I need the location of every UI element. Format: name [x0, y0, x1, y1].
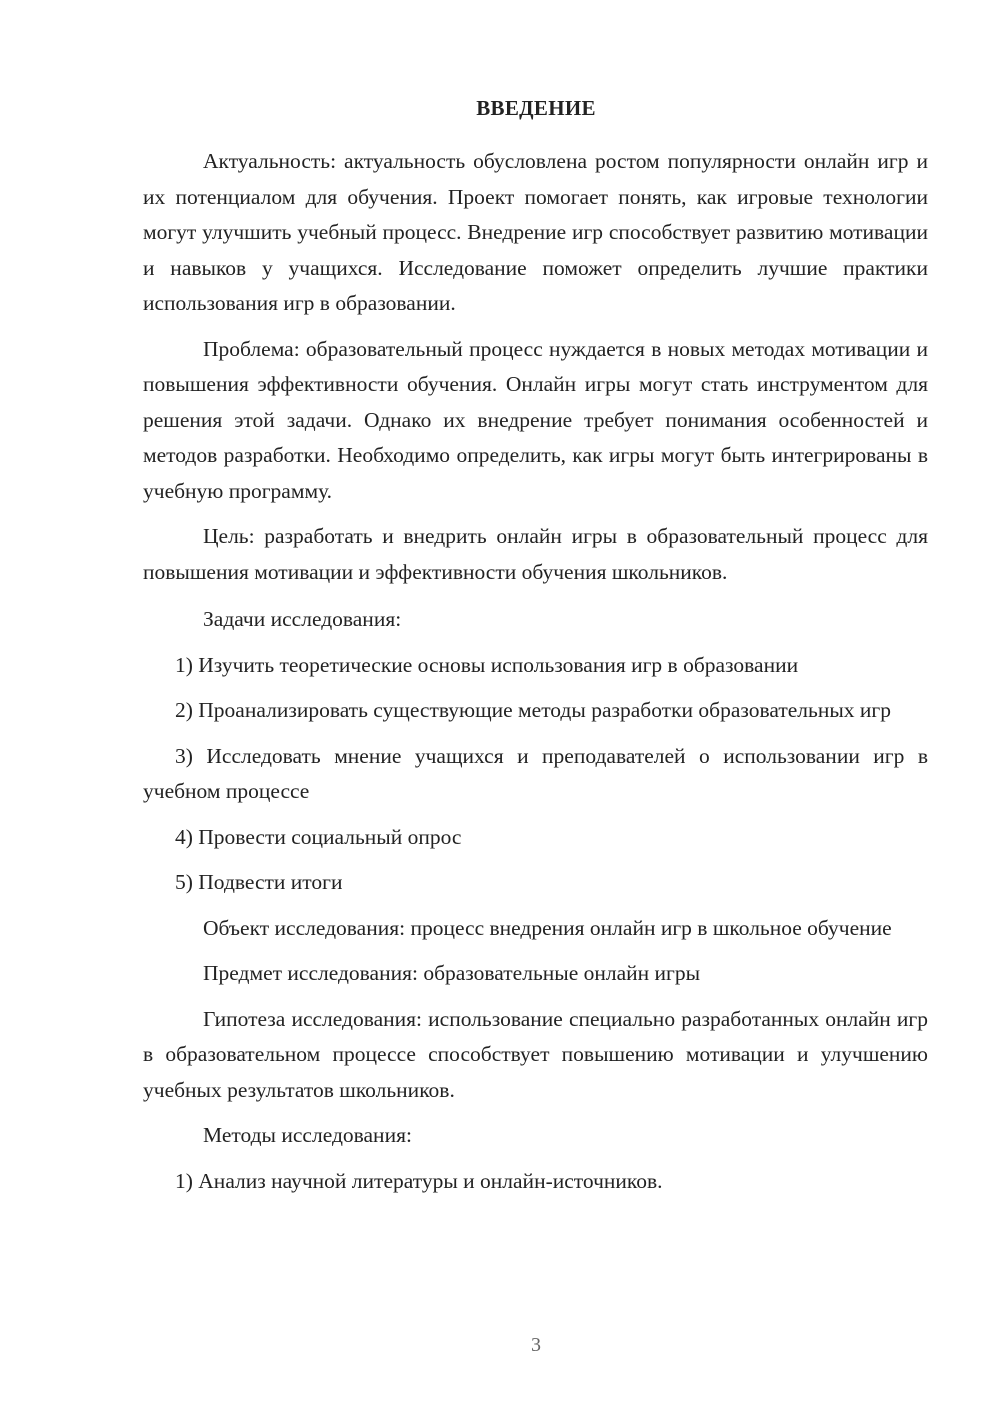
method-item-1: 1) Анализ научной литературы и онлайн-источников.: [175, 1168, 663, 1193]
paragraph-goal: Цель: разработать и внедрить онлайн игры в образовательный процесс для повышения мотивации и эффективности обучения школьников.: [143, 524, 928, 584]
paragraph-hypothesis: Гипотеза исследования: использование специально разработанных онлайн игр в образовательном процессе способствует повышению мотивации и улучшению учебных результатов школьников.: [143, 1006, 928, 1102]
paragraph-subject: Предмет исследования: образовательные онлайн игры: [203, 961, 701, 985]
section-title: ВВЕДЕНИЕ: [476, 96, 596, 120]
task-item-3: 3) Исследовать мнение учащихся и преподавателей о использовании игр в учебном процессе: [143, 743, 928, 803]
methods-heading: Методы исследования:: [203, 1123, 412, 1147]
page-number: 3: [531, 1334, 541, 1356]
task-item-5: 5) Подвести итоги: [175, 870, 343, 894]
paragraph-object: Объект исследования: процесс внедрения онлайн игр в школьное обучение: [203, 915, 892, 940]
paragraph-relevance: Актуальность: актуальность обусловлена ростом популярности онлайн игр и их потенциалом для обучения. Проект помогает понять, как игровые технологии могут улучшить учебный процесс. Внедрение игр способствует развитию мотивации и навыков у учащихся. Исследование поможет определить лучшие практики использования игр в образовании.: [143, 149, 928, 315]
task-item-2: 2) Проанализировать существующие методы разработки образовательных игр: [175, 698, 891, 722]
paragraph-problem: Проблема: образовательный процесс нуждается в новых методах мотивации и повышения эффективности обучения. Онлайн игры могут стать инструментом для решения этой задачи. Однако их внедрение требует понимания особенностей и методов разработки. Необходимо определить, как игры могут быть интегрированы в учебную программу.: [143, 336, 928, 503]
task-item-4: 4) Провести социальный опрос: [175, 824, 462, 849]
task-item-1: 1) Изучить теоретические основы использования игр в образовании: [175, 652, 799, 677]
page-body: [143, 144, 928, 1199]
tasks-heading: Задачи исследования:: [203, 607, 402, 631]
